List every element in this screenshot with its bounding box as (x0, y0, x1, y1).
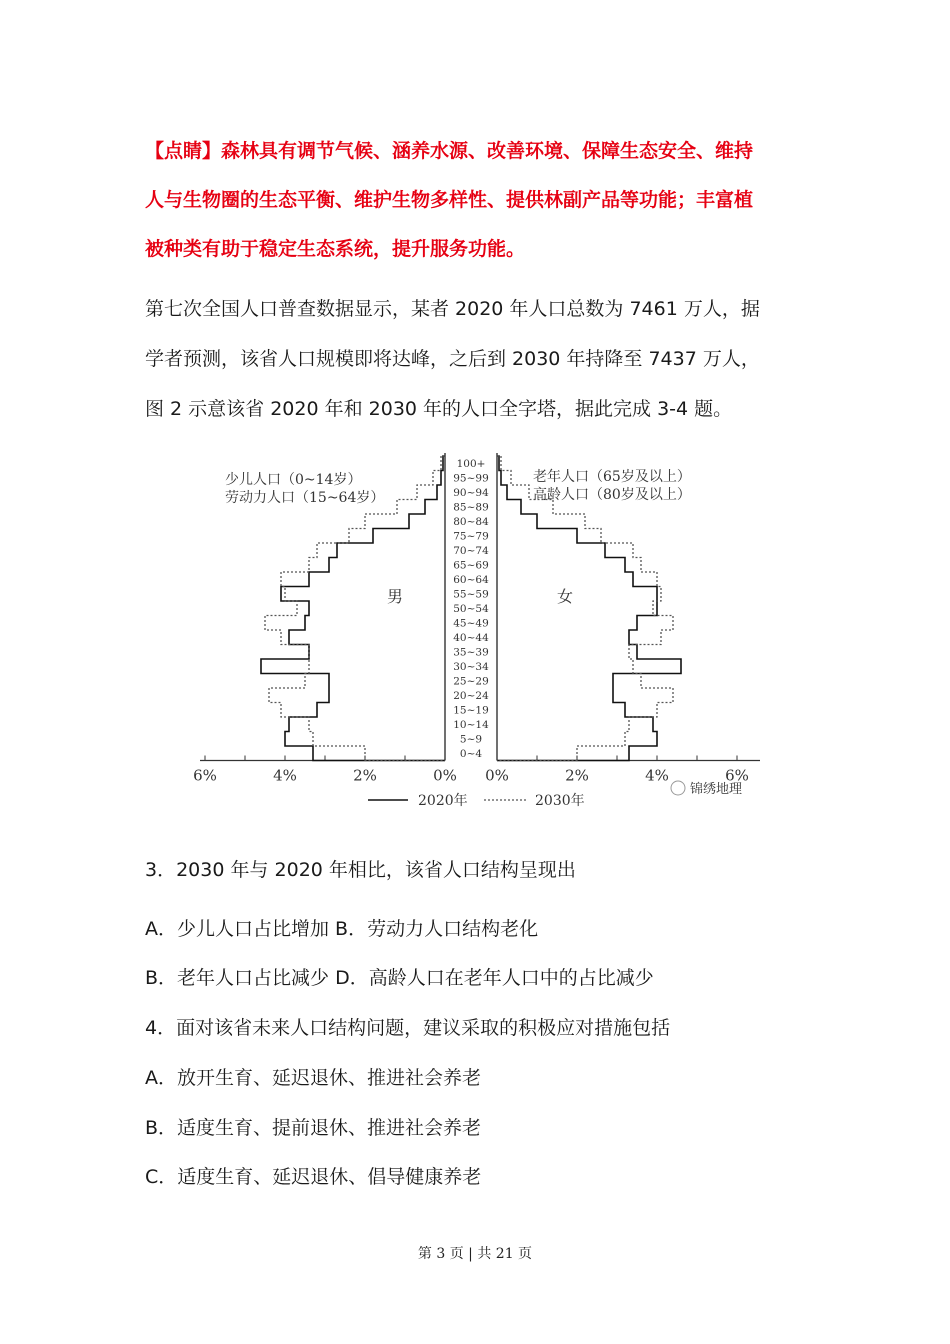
q4-option-b: B．适度生育、提前退休、推进社会养老 (145, 1117, 482, 1139)
age-label: 35~39 (453, 646, 489, 659)
age-label: 95~99 (453, 472, 489, 485)
age-label: 100+ (456, 458, 486, 470)
age-label: 55~59 (453, 588, 489, 601)
intro-line-3: 图 2 示意该省 2020 年和 2030 年的人口全字塔，据此完成 3-4 题。 (145, 398, 733, 420)
age-label: 30~34 (453, 661, 489, 673)
age-label: 15~19 (453, 704, 489, 717)
age-label: 25~29 (453, 675, 489, 688)
age-label: 75~79 (453, 530, 489, 543)
age-label: 50~54 (453, 603, 489, 615)
legend-elderly: 老年人口（65岁及以上） (533, 469, 691, 485)
legend-2020-label: 2020年 (418, 793, 468, 809)
left-tick-label: 0% (433, 766, 457, 785)
female-label: 女 (557, 587, 574, 606)
male-label: 男 (387, 587, 404, 606)
right-tick-label: 6% (725, 766, 749, 785)
q3-options-ab: A．少儿人口占比增加 B．劳动力人口结构老化 (145, 918, 539, 940)
age-label: 65~69 (453, 559, 489, 572)
q4-option-a: A．放开生育、延迟退休、推进社会养老 (145, 1067, 481, 1089)
tip-line-1: 【点睛】森林具有调节气候、涵养水源、改善环境、保障生态安全、维持 (145, 140, 754, 162)
age-label: 85~89 (453, 501, 489, 514)
right-tick-label: 2% (565, 766, 589, 785)
legend-labor: 劳动力人口（15~64岁） (225, 490, 385, 506)
q4-option-c: C．适度生育、延迟退休、倡导健康养老 (145, 1166, 482, 1188)
left-tick-label: 2% (353, 766, 377, 785)
tip-line-3: 被种类有助于稳定生态系统，提升服务功能。 (145, 238, 526, 260)
right-tick-label: 0% (485, 766, 509, 785)
age-label: 60~64 (453, 574, 489, 586)
age-label: 0~4 (459, 748, 483, 760)
page-footer: 第 3 页 | 共 21 页 (417, 1246, 533, 1262)
intro-line-2: 学者预测，该省人口规模即将达峰，之后到 2030 年持降至 7437 万人， (145, 348, 760, 370)
left-tick-label: 6% (193, 766, 217, 785)
age-label: 90~94 (453, 487, 489, 499)
right-tick-label: 4% (645, 766, 669, 785)
left-tick-label: 4% (273, 766, 297, 785)
intro-line-1: 第七次全国人口普查数据显示，某者 2020 年人口总数为 7461 万人，据 (145, 298, 760, 320)
legend-oldest: 高龄人口（80岁及以上） (533, 487, 691, 503)
legend-2030-label: 2030年 (535, 793, 585, 809)
age-label: 45~49 (453, 617, 489, 630)
age-label: 70~74 (453, 545, 489, 557)
legend-child: 少儿人口（0~14岁） (225, 472, 362, 488)
q3-stem: 3．2030 年与 2020 年相比，该省人口结构呈现出 (145, 859, 576, 881)
watermark-text: 锦绣地理 (690, 782, 743, 797)
age-label: 5~9 (459, 733, 483, 746)
age-label: 80~84 (453, 516, 489, 528)
watermark-icon (671, 781, 685, 795)
tip-line-2: 人与生物圈的生态平衡、维护生物多样性、提供林副产品等功能；丰富植 (145, 189, 754, 211)
age-label: 20~24 (453, 690, 489, 702)
population-pyramid-figure (193, 443, 765, 815)
age-label: 10~14 (453, 719, 489, 731)
age-label: 40~44 (453, 632, 489, 644)
q4-stem: 4．面对该省未来人口结构问题，建议采取的积极应对措施包括 (145, 1017, 671, 1039)
q3-options-cd: B．老年人口占比减少 D．高龄人口在老年人口中的占比减少 (145, 967, 654, 989)
